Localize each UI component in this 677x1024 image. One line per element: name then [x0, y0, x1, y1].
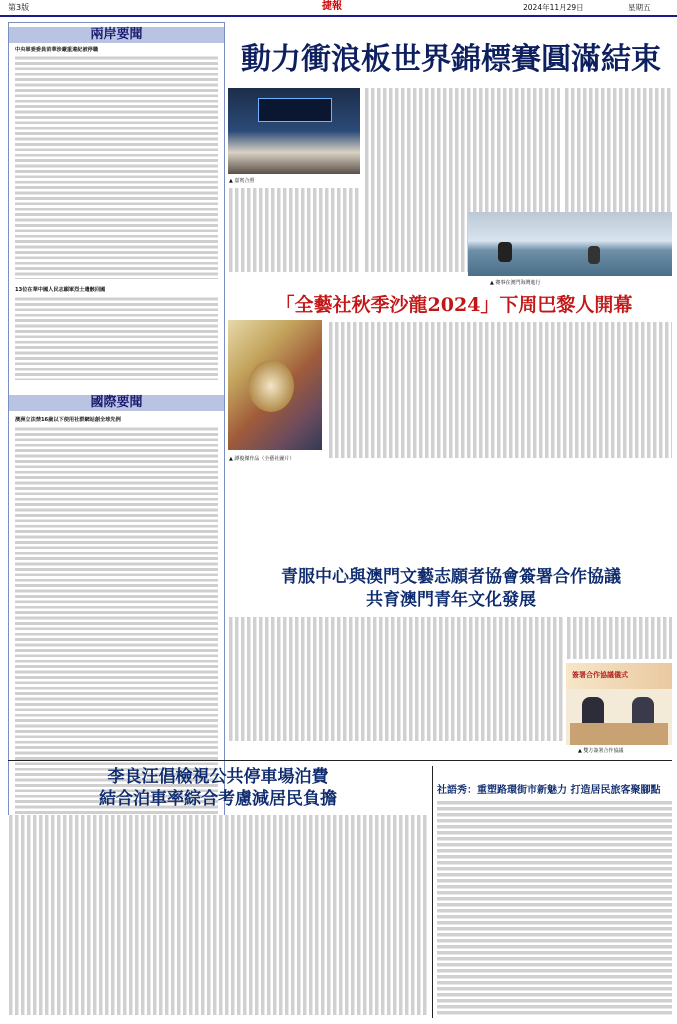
article-body	[8, 815, 428, 1015]
brief-headline: 澳洲立法禁16歲以下使用社群網站創全球先例	[15, 417, 121, 423]
race-photo	[468, 212, 672, 276]
brief-headline: 中央軍委委員苗華涉嚴重違紀被停職	[15, 47, 99, 53]
section-title-international: 國際要聞	[9, 395, 224, 411]
article-body	[228, 188, 360, 272]
photo-caption: ▲ 譚俊傑作品（全藝社圖片）	[229, 456, 295, 462]
page-number: 第3版	[8, 3, 30, 12]
bottom-left-headline: 李良汪倡檢視公共停車場泊費	[107, 767, 329, 787]
rider-figure	[498, 242, 512, 262]
painting-motif	[248, 360, 294, 412]
issue-weekday: 星期五	[628, 3, 651, 12]
article-body	[566, 617, 672, 659]
section-divider	[8, 760, 672, 761]
signing-banner-title: 簽署合作協議儀式	[572, 671, 628, 679]
brief-body	[15, 55, 218, 279]
newspaper-logo: 捷報	[322, 1, 342, 12]
painting-image	[228, 320, 322, 450]
top-headline: 動力衝浪板世界錦標賽圓滿結束	[241, 42, 661, 77]
guests-photo	[228, 88, 360, 174]
header-rule	[0, 15, 677, 17]
article-body	[437, 800, 672, 1015]
brief-body	[15, 296, 218, 380]
photo-caption: ▲ 賽事在澳門海灣進行	[490, 280, 541, 286]
article-body	[328, 322, 672, 458]
bottom-left-subheadline: 結合泊車率綜合考慮減居民負擔	[99, 789, 337, 809]
brief-headline: 13位在華中國人民志願軍烈士遺骸回國	[15, 287, 106, 293]
bottom-right-headline: 社語秀：重塑路環街市新魅力 打造居民旅客聚腳點	[437, 785, 661, 796]
youth-subheadline: 共育澳門青年文化發展	[366, 590, 536, 610]
art-headline: 「全藝社秋季沙龍2024」下周巴黎人開幕	[275, 294, 633, 316]
rider-figure	[588, 246, 600, 264]
article-body	[564, 88, 672, 212]
photo-caption: ▲ 嘉賓合照	[229, 178, 255, 184]
section-title-cross-strait: 兩岸要聞	[9, 27, 224, 43]
column-divider	[432, 766, 433, 1018]
photo-caption: ▲ 雙方簽署合作協議	[578, 748, 624, 754]
signing-table	[570, 723, 668, 745]
issue-date: 2024年11月29日	[523, 3, 584, 12]
stage-backdrop	[258, 98, 332, 122]
article-body	[228, 617, 564, 741]
youth-headline: 青服中心與澳門文藝志願者協會簽署合作協議	[281, 567, 621, 587]
signing-photo	[566, 663, 672, 745]
